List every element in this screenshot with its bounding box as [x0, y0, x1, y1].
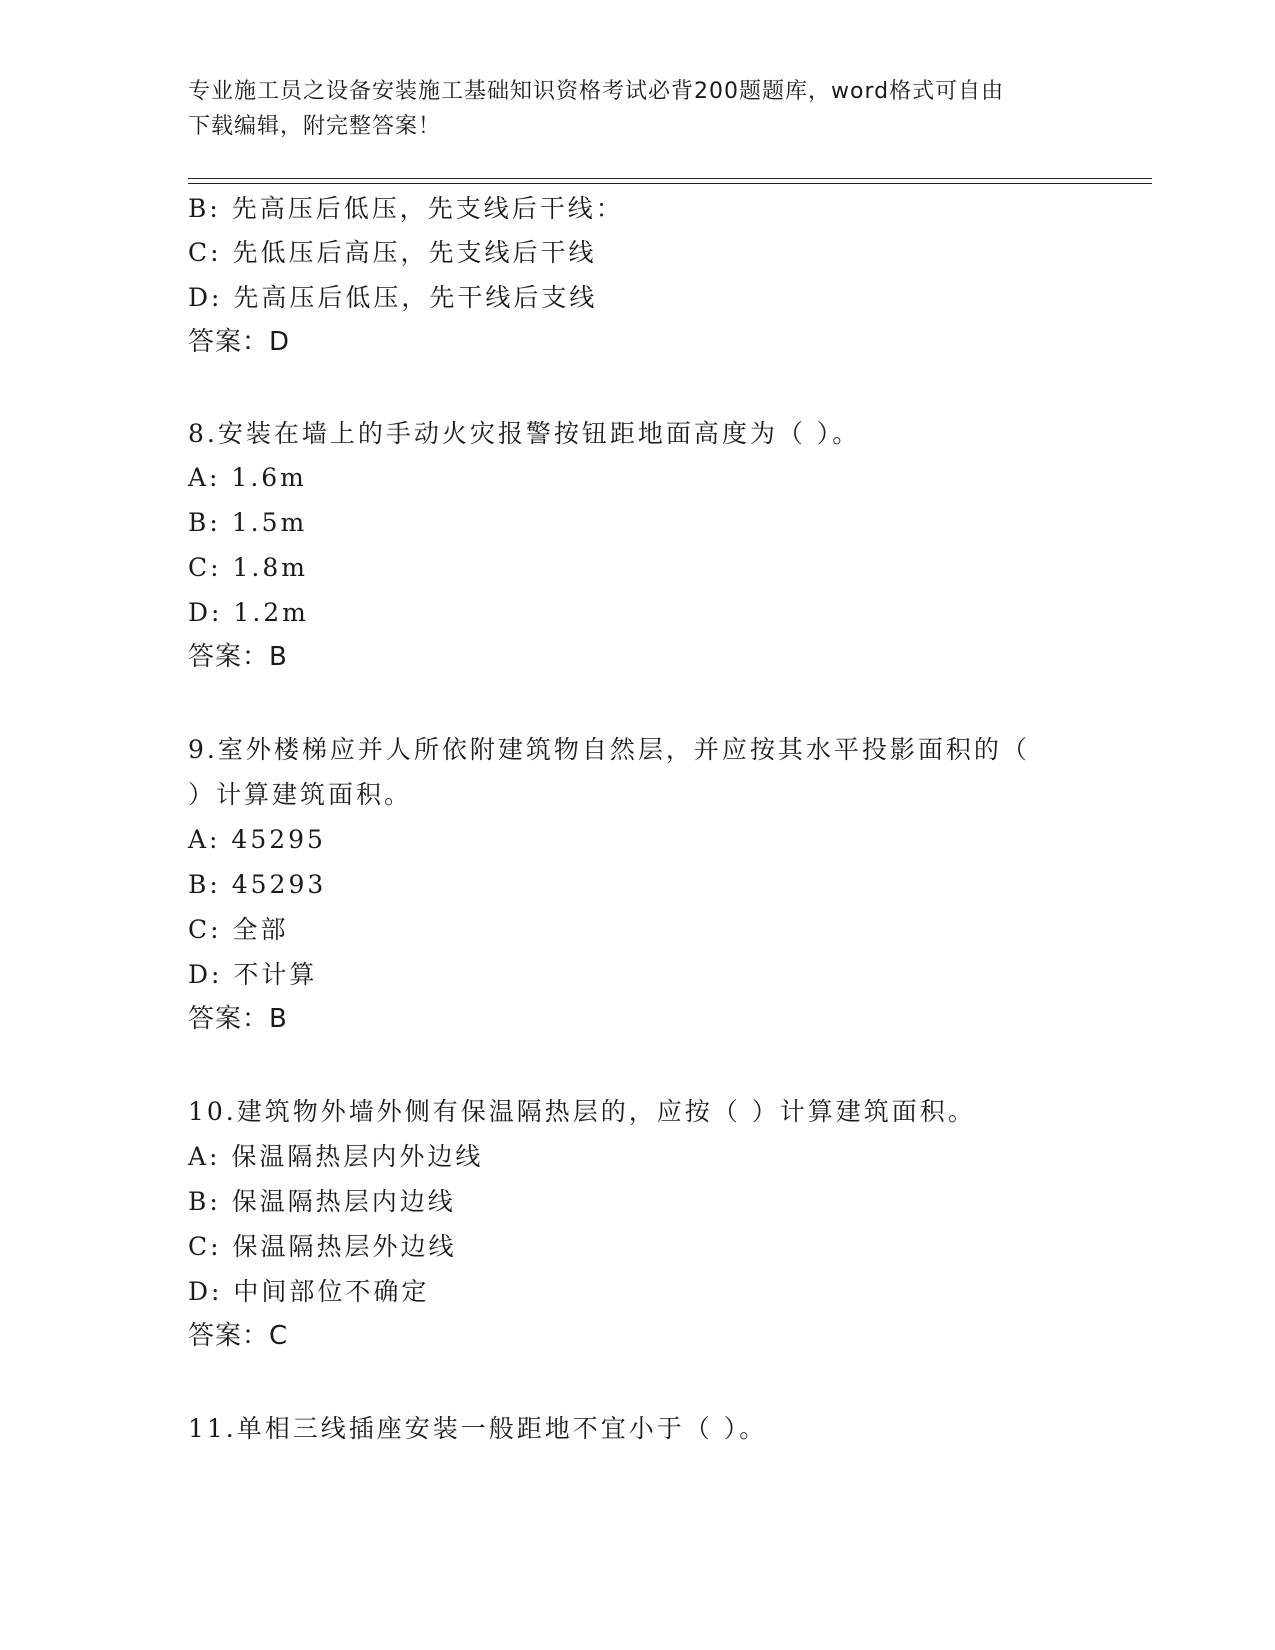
q8-option-d: D: 1.2m: [188, 598, 309, 627]
q7-answer: 答案：D: [188, 327, 291, 357]
q7-option-d: D: 先高压后低压，先干线后支线: [188, 283, 598, 312]
q9-option-b: B: 45293: [188, 870, 327, 899]
q10-option-c: C: 保温隔热层外边线: [188, 1232, 457, 1261]
q8-answer: 答案：B: [188, 642, 288, 672]
q9-answer: 答案：B: [188, 1004, 288, 1034]
q10-answer: 答案：C: [188, 1321, 289, 1351]
q8-option-b: B: 1.5m: [188, 508, 308, 537]
header-line-1: 专业施工员之设备安装施工基础知识资格考试必背200题题库，word格式可自由: [188, 79, 1005, 104]
q10-option-a: A: 保温隔热层内外边线: [188, 1142, 484, 1171]
q9-option-d: D: 不计算: [188, 960, 318, 989]
q9-option-a: A: 45295: [188, 825, 326, 854]
header-line-2: 下载编辑，附完整答案！: [188, 114, 442, 139]
q8-option-a: A: 1.6m: [188, 463, 307, 492]
q10-option-d: D: 中间部位不确定: [188, 1277, 430, 1306]
q9-option-c: C: 全部: [188, 915, 289, 944]
q9-question-line-1: 9.室外楼梯应并人所依附建筑物自然层，并应按其水平投影面积的（: [188, 735, 1030, 764]
q7-option-c: C: 先低压后高压，先支线后干线: [188, 238, 597, 267]
q8-option-c: C: 1.8m: [188, 553, 308, 582]
q11-question: 11.单相三线插座安装一般距地不宜小于（ ）。: [188, 1414, 768, 1443]
q10-option-b: B: 保温隔热层内边线: [188, 1187, 456, 1216]
q8-question: 8.安装在墙上的手动火灾报警按钮距地面高度为（ ）。: [188, 419, 861, 448]
header-divider-bottom: [188, 183, 1152, 184]
header-divider-top: [188, 178, 1152, 179]
q10-question: 10.建筑物外墙外侧有保温隔热层的，应按（ ）计算建筑面积。: [188, 1097, 976, 1126]
document-header: [188, 74, 1068, 144]
q7-option-b: B: 先高压后低压，先支线后干线：: [188, 194, 624, 223]
q9-question-line-2: ）计算建筑面积。: [188, 780, 413, 809]
